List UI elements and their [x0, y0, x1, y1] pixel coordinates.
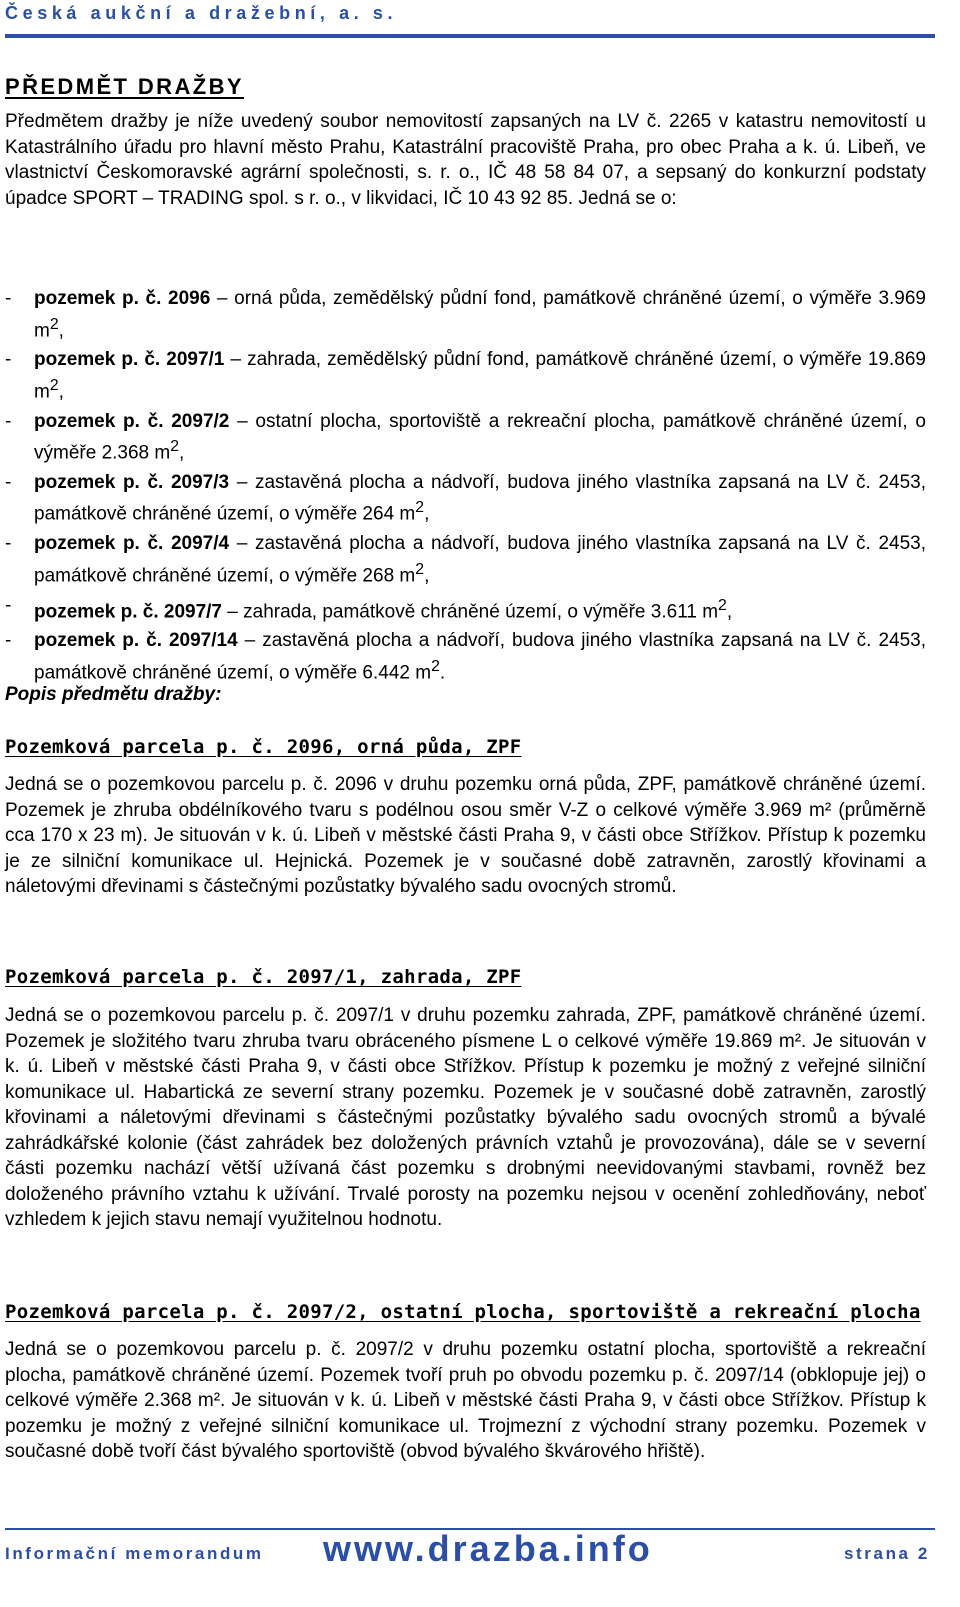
list-item — [5, 470, 926, 527]
parcel-label: pozemek p. č. 2097/1 — [34, 349, 225, 371]
list-dash: - — [5, 349, 12, 371]
item-end: , — [726, 600, 733, 622]
list-dash: - — [5, 288, 12, 309]
list-item — [5, 628, 926, 685]
list-dash: - — [5, 533, 12, 555]
company-name: Česká aukční a dražební, a. s. — [5, 3, 398, 23]
parcel-label: pozemek p. č. 2097/14 — [34, 630, 238, 652]
parcel-paragraph: Jedná se o pozemkovou parcelu p. č. 2097/2 v druhu pozemku ostatní plocha, sportoviště a rekreační plocha, památkově chráněné území. Pozemek tvoří pruh po obvodu pozemku p. č. 2097/14 (obklopuje jej) o celkové výměře 2.368 m². Je situován v k. ú. Libeň v městské části Praha 9, v části obce Střížkov. Přístup k pozemku je možný z veřejné silniční komunikace ul. Trojmezní z východní strany pozemku. Pozemek v současné době tvoří část bývalého sportoviště (obvod bývalého škvárového hřiště). — [5, 1339, 926, 1462]
parcel-description: – orná půda, zemědělský půdní fond, památkově chráněné území, o výměře 3.969 m — [34, 288, 926, 341]
parcel-description: – zahrada, zemědělský půdní fond, památkově chráněné území, o výměře 19.869 m — [34, 349, 926, 403]
description-heading: Popis předmětu dražby: — [5, 684, 222, 705]
document-page — [5, 0, 930, 1607]
item-end: , — [424, 565, 430, 587]
list-item — [5, 286, 926, 343]
item-end: . — [439, 662, 446, 684]
list-dash: - — [5, 471, 12, 493]
list-dash: - — [5, 594, 12, 616]
unit-superscript: 2 — [170, 438, 180, 456]
parcel-label: pozemek p. č. 2097/4 — [34, 533, 230, 555]
parcel-description: – zastavěná plocha a nádvoří, budova jiného vlastníka zapsaná na LV č. 2453, památkově chráněné území, o výměře 264 m — [34, 471, 926, 525]
intro-paragraph: Předmětem dražby je níže uvedený soubor nemovitostí zapsaných na LV č. 2265 v katastru nemovitostí u Katastrálního úřadu pro hlavní město Prahu, Katastrální pracoviště Praha, pro obec Praha a k. ú. Libeň, ve vlastnictví Českomoravské agrární společnosti, s. r. o., IČ 48 58 84 07, a sepsaný do konkurzní podstaty úpadce SPORT – TRADING spol. s r. o., v likvidaci, IČ 10 43 92 85. Jedná se o: — [5, 111, 926, 209]
parcel-description: – zastavěná plocha a nádvoří, budova jiného vlastníka zapsaná na LV č. 2453, památkově chráněné území, o výměře 268 m — [34, 533, 926, 587]
item-end: , — [424, 503, 430, 525]
parcel-paragraph: Jedná se o pozemkovou parcelu p. č. 2097/1 v druhu pozemku zahrada, ZPF, památkově chráněné území. Pozemek je složitého tvaru zhruba tvaru obráceného písmene L o celkové výměře 19.869 m². Je situován v k. ú. Libeň v městské části Praha 9, v části obce Střížkov. Přístup k pozemku je možný z veřejné silniční komunikace ul. Habartická ze severní strany pozemku. Pozemek je v současné době zatravněn, zarostlý křovinami a náletovými dřevinami s částečnými pozůstatky bývalého sadu ovocných stromů a bývalé zahrádkářské kolonie (část zahrádek bez doložených právních vztahů je provozována), dále se v severní části pozemku nachází větší užívaná část pozemku s drobnými neevidovanými stavbami, rovněž bez doloženého právního vztahu k užívání. Trvalé porosty na pozemku nejsou v ocenění zohledňovány, neboť vzhledem k jejich stavu nemají využitelnou hodnotu. — [5, 1005, 926, 1230]
unit-superscript: 2 — [49, 376, 59, 394]
parcel-heading: Pozemková parcela p. č. 2097/1, zahrada, ZPF — [5, 966, 522, 988]
footer-page-number: strana 2 — [843, 1544, 930, 1563]
unit-superscript: 2 — [431, 657, 440, 675]
item-end: , — [58, 381, 64, 403]
parcel-label: pozemek p. č. 2097/3 — [34, 471, 230, 493]
footer-document-name: Informační memorandum — [5, 1544, 264, 1563]
property-list — [5, 286, 926, 686]
parcel-paragraph: Jedná se o pozemkovou parcelu p. č. 2096 v druhu pozemku orná půda, ZPF, památkově chráněné území. Pozemek je zhruba obdélníkového tvaru s podélnou osou směr V-Z o celkové výměře 3.969 m² (průměrně cca 170 x 23 m). Je situován v k. ú. Libeň v městské části Praha 9, v části obce Střížkov. Přístup k pozemku je ze silniční komunikace ul. Hejnická. Pozemek je v současné době zatravněn, zarostlý křovinami a náletovými dřevinami s částečnými pozůstatky bývalého sadu ovocných stromů. — [5, 774, 926, 897]
list-item — [5, 531, 926, 588]
parcel-label: pozemek p. č. 2097/2 — [34, 410, 230, 432]
header-rule — [5, 34, 935, 38]
parcel-label: pozemek p. č. 2097/7 — [34, 600, 222, 622]
parcel-description: – ostatní plocha, sportoviště a rekreační plocha, památkově chráněné území, o výměře 2.368 m — [34, 410, 926, 464]
parcel-label: pozemek p. č. 2096 — [34, 288, 211, 309]
item-end: , — [179, 442, 185, 464]
list-item — [5, 409, 926, 466]
parcel-heading: Pozemková parcela p. č. 2097/2, ostatní plocha, sportoviště a rekreační plocha — [5, 1301, 921, 1323]
list-dash: - — [5, 630, 12, 652]
item-end: , — [58, 319, 64, 341]
unit-superscript: 2 — [415, 560, 425, 578]
parcel-heading: Pozemková parcela p. č. 2096, orná půda, ZPF — [5, 736, 522, 758]
parcel-description: – zahrada, památkově chráněné území, o výměře 3.611 m — [222, 600, 719, 622]
footer-website-link[interactable]: www.drazba.info — [323, 1528, 653, 1569]
unit-superscript: 2 — [49, 315, 59, 333]
unit-superscript: 2 — [415, 499, 425, 517]
list-item — [5, 347, 926, 404]
list-dash: - — [5, 410, 12, 432]
unit-superscript: 2 — [718, 596, 727, 614]
list-item — [5, 593, 926, 625]
section-title: PŘEDMĚT DRAŽBY — [5, 74, 244, 99]
parcel-description: – zastavěná plocha a nádvoří, budova jiného vlastníka zapsaná na LV č. 2453, památkově chráněné území, o výměře 6.442 m — [34, 630, 926, 684]
